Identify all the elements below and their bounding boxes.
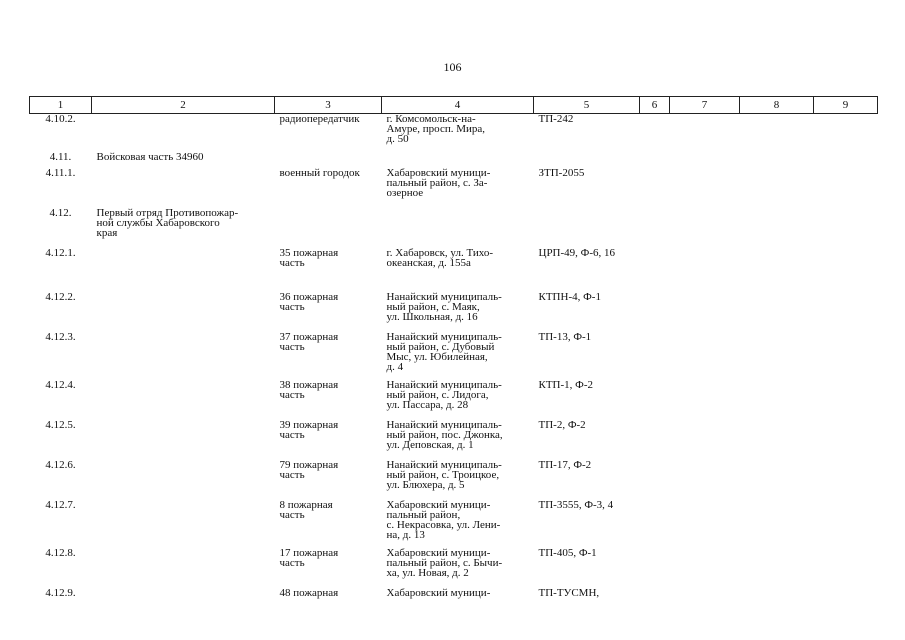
object-name-line: 48 пожарная bbox=[279, 586, 339, 599]
table-row bbox=[30, 248, 878, 292]
organization-name-line: ной службы Хабаровского bbox=[96, 216, 220, 229]
object-address-line: океанская, д. 155а bbox=[386, 256, 471, 269]
empty-cell-col-7 bbox=[670, 248, 740, 292]
object-address-line: ул. Блюхера, д. 5 bbox=[386, 478, 465, 491]
table-header bbox=[30, 97, 878, 114]
empty-cell-col-9 bbox=[814, 332, 878, 380]
object-address-line: Нанайский муниципаль- bbox=[386, 458, 502, 471]
power-source bbox=[534, 208, 640, 248]
organization-name bbox=[92, 588, 275, 606]
empty-cell-col-9 bbox=[814, 380, 878, 420]
object-address-line: д. 50 bbox=[386, 133, 409, 145]
object-name-line: 79 пожарная bbox=[279, 458, 339, 471]
object-address-line: Мыс, ул. Юбилейная, bbox=[386, 350, 488, 363]
empty-cell-col-8 bbox=[740, 208, 814, 248]
object-address bbox=[382, 500, 534, 548]
empty-cell-col-7 bbox=[670, 168, 740, 208]
object-address bbox=[382, 152, 534, 168]
table-body bbox=[30, 114, 878, 606]
object-address-line: на, д. 13 bbox=[386, 528, 425, 541]
power-source-line: КТПН-4, Ф-1 bbox=[538, 290, 601, 303]
organization-name bbox=[92, 420, 275, 460]
object-address bbox=[382, 460, 534, 500]
table-row bbox=[30, 548, 878, 588]
row-number: 4.12.5. bbox=[45, 418, 76, 431]
object-address-line: ный район, с. Маяк, bbox=[386, 300, 480, 313]
row-number: 4.12. bbox=[49, 206, 72, 219]
header-col-9: 9 bbox=[814, 97, 878, 114]
object-address-line: Нанайский муниципаль- bbox=[386, 290, 502, 303]
organization-name bbox=[92, 168, 275, 208]
power-source bbox=[534, 152, 640, 168]
object-name bbox=[275, 332, 382, 380]
object-address-line: ный район, с. Лидога, bbox=[386, 388, 489, 401]
row-number: 4.11.1. bbox=[45, 166, 76, 179]
object-address-line: озерное bbox=[386, 186, 424, 199]
organization-name bbox=[92, 332, 275, 380]
object-name bbox=[275, 588, 382, 606]
table-row bbox=[30, 500, 878, 548]
object-name bbox=[275, 114, 382, 152]
row-number: 4.12.2. bbox=[45, 290, 76, 303]
table-row bbox=[30, 420, 878, 460]
header-col-7: 7 bbox=[670, 97, 740, 114]
row-number: 4.12.3. bbox=[45, 330, 76, 343]
table-row bbox=[30, 168, 878, 208]
object-name-line: часть bbox=[279, 508, 305, 521]
table-row bbox=[30, 460, 878, 500]
object-address-line: д. 4 bbox=[386, 360, 404, 373]
empty-cell-col-7 bbox=[670, 500, 740, 548]
object-address bbox=[382, 548, 534, 588]
object-address bbox=[382, 332, 534, 380]
empty-cell-col-7 bbox=[670, 114, 740, 152]
object-name-line: часть bbox=[279, 388, 305, 401]
row-number: 4.12.9. bbox=[45, 586, 76, 599]
table-row bbox=[30, 114, 878, 152]
object-name-line: 35 пожарная bbox=[279, 246, 339, 259]
empty-cell-col-9 bbox=[814, 248, 878, 292]
power-source-line: ТП-17, Ф-2 bbox=[538, 458, 592, 471]
header-col-2: 2 bbox=[92, 97, 275, 114]
organization-name bbox=[92, 460, 275, 500]
object-address bbox=[382, 420, 534, 460]
object-address bbox=[382, 588, 534, 606]
object-name bbox=[275, 500, 382, 548]
object-address-line: Нанайский муниципаль- bbox=[386, 330, 502, 343]
header-col-8: 8 bbox=[740, 97, 814, 114]
empty-cell-col-8 bbox=[740, 420, 814, 460]
object-address-line: ул. Пассара, д. 28 bbox=[386, 398, 469, 411]
empty-cell-col-9 bbox=[814, 460, 878, 500]
object-address bbox=[382, 248, 534, 292]
object-address-line: пальный район, с. Бычи- bbox=[386, 556, 503, 569]
facilities-table bbox=[29, 96, 878, 606]
power-source-line: ТП-2, Ф-2 bbox=[538, 418, 586, 431]
object-name bbox=[275, 548, 382, 588]
header-col-4: 4 bbox=[382, 97, 534, 114]
empty-cell-col-8 bbox=[740, 114, 814, 152]
power-source bbox=[534, 548, 640, 588]
object-name bbox=[275, 292, 382, 332]
header-col-5: 5 bbox=[534, 97, 640, 114]
object-address-line: г. Комсомольск-на- bbox=[386, 113, 476, 125]
object-name-line: 38 пожарная bbox=[279, 378, 339, 391]
empty-cell-col-9 bbox=[814, 588, 878, 606]
object-address-line: Хабаровский муници- bbox=[386, 586, 491, 599]
object-name bbox=[275, 380, 382, 420]
power-source-line: ЗТП-2055 bbox=[538, 166, 585, 179]
empty-cell-col-9 bbox=[814, 168, 878, 208]
row-number: 4.12.7. bbox=[45, 498, 76, 511]
empty-cell-col-6 bbox=[640, 500, 670, 548]
row-number: 4.12.1. bbox=[45, 246, 76, 259]
object-name-line: 37 пожарная bbox=[279, 330, 339, 343]
power-source bbox=[534, 420, 640, 460]
empty-cell-col-9 bbox=[814, 292, 878, 332]
header-col-6: 6 bbox=[640, 97, 670, 114]
organization-name bbox=[92, 548, 275, 588]
object-address-line: ный район, с. Троицкое, bbox=[386, 468, 500, 481]
empty-cell-col-7 bbox=[670, 460, 740, 500]
object-address-line: Хабаровский муници- bbox=[386, 166, 491, 179]
empty-cell-col-7 bbox=[670, 420, 740, 460]
object-address-line: Нанайский муниципаль- bbox=[386, 378, 502, 391]
object-address-line: ул. Деповская, д. 1 bbox=[386, 438, 474, 451]
empty-cell-col-7 bbox=[670, 588, 740, 606]
object-name-line: часть bbox=[279, 428, 305, 441]
object-name bbox=[275, 420, 382, 460]
table-row bbox=[30, 380, 878, 420]
empty-cell-col-8 bbox=[740, 588, 814, 606]
object-address-line: ул. Школьная, д. 16 bbox=[386, 310, 478, 323]
empty-cell-col-6 bbox=[640, 332, 670, 380]
power-source bbox=[534, 332, 640, 380]
empty-cell-col-9 bbox=[814, 500, 878, 548]
power-source-line: ТП-13, Ф-1 bbox=[538, 330, 592, 343]
empty-cell-col-6 bbox=[640, 548, 670, 588]
power-source bbox=[534, 248, 640, 292]
object-name bbox=[275, 168, 382, 208]
object-name-line: часть bbox=[279, 556, 305, 569]
row-number: 4.12.6. bbox=[45, 458, 76, 471]
object-address bbox=[382, 168, 534, 208]
object-name-line: радиопередатчик bbox=[279, 113, 360, 125]
object-address-line: г. Хабаровск, ул. Тихо- bbox=[386, 246, 494, 259]
object-name-line: часть bbox=[279, 256, 305, 269]
object-address-line: ный район, пос. Джонка, bbox=[386, 428, 503, 441]
row-number: 4.12.4. bbox=[45, 378, 76, 391]
header-col-1: 1 bbox=[30, 97, 92, 114]
table-row bbox=[30, 332, 878, 380]
object-name bbox=[275, 208, 382, 248]
empty-cell-col-6 bbox=[640, 114, 670, 152]
organization-name bbox=[92, 114, 275, 152]
empty-cell-col-9 bbox=[814, 208, 878, 248]
object-address bbox=[382, 208, 534, 248]
object-name-line: 17 пожарная bbox=[279, 546, 339, 559]
object-name-line: 8 пожарная bbox=[279, 498, 333, 511]
empty-cell-col-7 bbox=[670, 152, 740, 168]
empty-cell-col-8 bbox=[740, 168, 814, 208]
empty-cell-col-8 bbox=[740, 332, 814, 380]
power-source-line: КТП-1, Ф-2 bbox=[538, 378, 594, 391]
object-address-line: с. Некрасовка, ул. Лени- bbox=[386, 518, 501, 531]
object-address bbox=[382, 292, 534, 332]
power-source bbox=[534, 168, 640, 208]
power-source-line: ТП-ТУСМН, bbox=[538, 586, 600, 599]
empty-cell-col-9 bbox=[814, 152, 878, 168]
header-row bbox=[30, 97, 878, 114]
power-source bbox=[534, 588, 640, 606]
empty-cell-col-6 bbox=[640, 168, 670, 208]
object-name bbox=[275, 460, 382, 500]
row-number: 4.10.2. bbox=[45, 113, 76, 125]
object-name-line: военный городок bbox=[279, 166, 360, 179]
row-number: 4.11. bbox=[49, 150, 72, 163]
object-address-line: пальный район, bbox=[386, 508, 461, 521]
empty-cell-col-6 bbox=[640, 208, 670, 248]
organization-name-line: Войсковая часть 34960 bbox=[96, 150, 204, 163]
empty-cell-col-7 bbox=[670, 380, 740, 420]
empty-cell-col-8 bbox=[740, 380, 814, 420]
object-address-line: Хабаровский муници- bbox=[386, 498, 491, 511]
object-address-line: пальный район, с. За- bbox=[386, 176, 488, 189]
power-source bbox=[534, 500, 640, 548]
organization-name bbox=[92, 248, 275, 292]
empty-cell-col-8 bbox=[740, 292, 814, 332]
empty-cell-col-6 bbox=[640, 460, 670, 500]
empty-cell-col-7 bbox=[670, 548, 740, 588]
object-address-line: Амуре, просп. Мира, bbox=[386, 123, 486, 135]
organization-name bbox=[92, 500, 275, 548]
empty-cell-col-8 bbox=[740, 460, 814, 500]
page-number: 106 bbox=[443, 60, 462, 74]
empty-cell-col-6 bbox=[640, 380, 670, 420]
empty-cell-col-8 bbox=[740, 152, 814, 168]
object-name-line: 39 пожарная bbox=[279, 418, 339, 431]
object-name-line: часть bbox=[279, 340, 305, 353]
empty-cell-col-6 bbox=[640, 420, 670, 460]
row-number: 4.12.8. bbox=[45, 546, 76, 559]
empty-cell-col-6 bbox=[640, 248, 670, 292]
empty-cell-col-6 bbox=[640, 152, 670, 168]
table-row bbox=[30, 292, 878, 332]
object-address bbox=[382, 114, 534, 152]
organization-name bbox=[92, 292, 275, 332]
power-source bbox=[534, 114, 640, 152]
empty-cell-col-9 bbox=[814, 548, 878, 588]
power-source-line: ТП-405, Ф-1 bbox=[538, 546, 597, 559]
object-address-line: Хабаровский муници- bbox=[386, 546, 491, 559]
object-name-line: часть bbox=[279, 468, 305, 481]
object-name-line: 36 пожарная bbox=[279, 290, 339, 303]
object-name-line: часть bbox=[279, 300, 305, 313]
empty-cell-col-8 bbox=[740, 500, 814, 548]
empty-cell-col-7 bbox=[670, 332, 740, 380]
power-source bbox=[534, 292, 640, 332]
power-source-line: ТП-242 bbox=[538, 113, 574, 125]
power-source bbox=[534, 460, 640, 500]
object-address bbox=[382, 380, 534, 420]
header-col-3: 3 bbox=[275, 97, 382, 114]
empty-cell-col-7 bbox=[670, 208, 740, 248]
object-name bbox=[275, 152, 382, 168]
organization-name bbox=[92, 152, 275, 168]
empty-cell-col-9 bbox=[814, 420, 878, 460]
power-source-line: ЦРП-49, Ф-6, 16 bbox=[538, 246, 616, 259]
organization-name bbox=[92, 380, 275, 420]
table-row bbox=[30, 208, 878, 248]
empty-cell-col-6 bbox=[640, 292, 670, 332]
object-address-line: Нанайский муниципаль- bbox=[386, 418, 502, 431]
empty-cell-col-6 bbox=[640, 588, 670, 606]
object-address-line: ный район, с. Дубовый bbox=[386, 340, 495, 353]
table-row bbox=[30, 152, 878, 168]
organization-name bbox=[92, 208, 275, 248]
organization-name-line: края bbox=[96, 226, 118, 239]
empty-cell-col-7 bbox=[670, 292, 740, 332]
empty-cell-col-8 bbox=[740, 548, 814, 588]
table-row bbox=[30, 588, 878, 606]
empty-cell-col-9 bbox=[814, 114, 878, 152]
object-address-line: ха, ул. Новая, д. 2 bbox=[386, 566, 469, 579]
organization-name-line: Первый отряд Противопожар- bbox=[96, 206, 239, 219]
power-source-line: ТП-3555, Ф-3, 4 bbox=[538, 498, 614, 511]
power-source bbox=[534, 380, 640, 420]
empty-cell-col-8 bbox=[740, 248, 814, 292]
object-name bbox=[275, 248, 382, 292]
